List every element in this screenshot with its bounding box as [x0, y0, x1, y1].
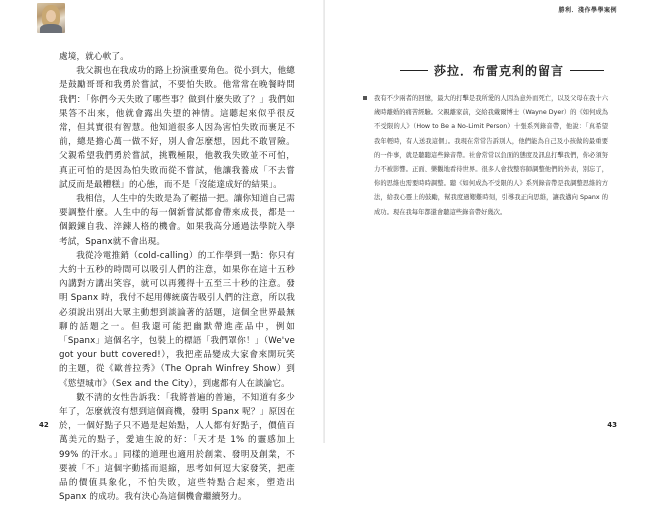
title-rule-left	[400, 70, 428, 71]
section-title-text: 莎拉．布雷克利的留言	[434, 64, 565, 78]
right-page	[325, 0, 650, 443]
title-rule-right	[570, 70, 604, 71]
quote-text: 我有不少兩者的回憶，最大的打擊是我所愛的人因為意外而死亡，以及父母在我十六歲時離婚的痛苦經驗。父親離家前，交給我戴爾博士（Wayne Dyer）的《如何成為不受限的人》（How to Be a No-Limit Person）十張系列錄音帶，他說：「真希望我年輕時，有人送我這個」。我現在常常告訴別人，他們能為自己及小孩做的最重要的一件事，就是聽聽這些錄音帶。社會常常以負面的態度及訊息打擊我們，你必須努力不被影響。正面、樂觀地看待世界。很多人會找整容師調整他們的外表，別忘了，你的思維也需要時時調整。聽《如何成為不受限的人》系列錄音帶是我調整思維的方法，給我心靈上的鼓勵，幫我度過艱難時刻，引導我正向思維，讓我邁向 Spanx 的成功。現在我每年都還會聽這些錄音帶好幾次。	[374, 95, 608, 216]
author-photo	[37, 3, 65, 33]
running-head: 勝利．淺作學學案例	[558, 7, 617, 14]
paragraph: 我從冷電推銷（cold-calling）的工作學到一點：你只有大約十五秒的時間可以吸引人們的注意，如果你在這十五秒內講對方講出笑容，就可以再獲得十五至三十秒的注意。發明 Spanx 時，我付不起用傳統廣告吸引人們的注意，所以我必須說出別出大眾主動想到談論著的話題，這個全世界最無聊的話題之一。但我還可能把幽默帶進產品中，例如「Spanx」這個名字，包裝上的標語「我們罩你！」（We've got your butt covered!），我把產品變成大家會來開玩笑的主題，從《歐普拉秀》（The Oprah Winfrey Show）到《慾望城市》（Sex and the City），到處都有人在談論它。	[59, 250, 295, 389]
photo-shirt	[40, 24, 62, 33]
quote-block	[363, 92, 608, 220]
paragraph: 我相信，人生中的失敗是為了輕描一把。讓你知道自己需要調整什麼。人生中的每一個新嘗試都會帶來成長，都是一個鍛鍊自我、淬鍊人格的機會。如果我高分通過法學院入學考試，Spanx就不會出現。	[59, 194, 295, 247]
paragraph: 我父親也在我成功的路上扮演重要角色。從小到大，他總是鼓勵哥哥和我勇於嘗試，不要怕失敗。他常常在晚餐時問我們：「你們今天失敗了哪些事？做到什麼失敗了？」我們如果答不出來，他就會露出失望的神情。這聽起來似乎很反常，但其實很有智慧。他知道很多人因為害怕失敗而裹足不前，總是擔心萬一做不好，別人會怎麼想，因此不敢冒險。父親希望我們勇於嘗試，挑戰極限，他教我失敗並不可怕，真正可怕的是因為怕失敗而從不嘗試，他讓我養成「不去嘗試反而是最糟糕」的心態，而不是「沒能達成好的結果」。	[59, 66, 295, 190]
left-page	[0, 0, 325, 503]
page-number-left: 42	[39, 421, 49, 429]
page-number-right: 43	[607, 421, 617, 429]
paragraph: 數不清的女性告訴我：「我將普遍的普遍，不知道有多少年了，怎麼就沒有想到這個商機，發明 Spanx 呢？」原因在於，一個好點子只不過是起始點，人人都有好點子，價值百萬美元的點子，愛迪生說的好：「天才是 1% 的靈感加上 99% 的汗水。」同樣的道理也適用於創業、發明及創業，不要被「不」這個字動搖而退縮，思考如何逗大家發笑，把產品的價值具象化，不怕失敗，這些特點合起來，塑造出 Spanx 的成功。我有決心為這個機會繼續努力。	[59, 392, 295, 503]
square-bullet-icon	[363, 96, 367, 100]
photo-face	[46, 10, 56, 22]
left-body-text	[59, 50, 295, 505]
section-title	[400, 62, 610, 79]
paragraph: 處境，就心軟了。	[59, 52, 129, 62]
